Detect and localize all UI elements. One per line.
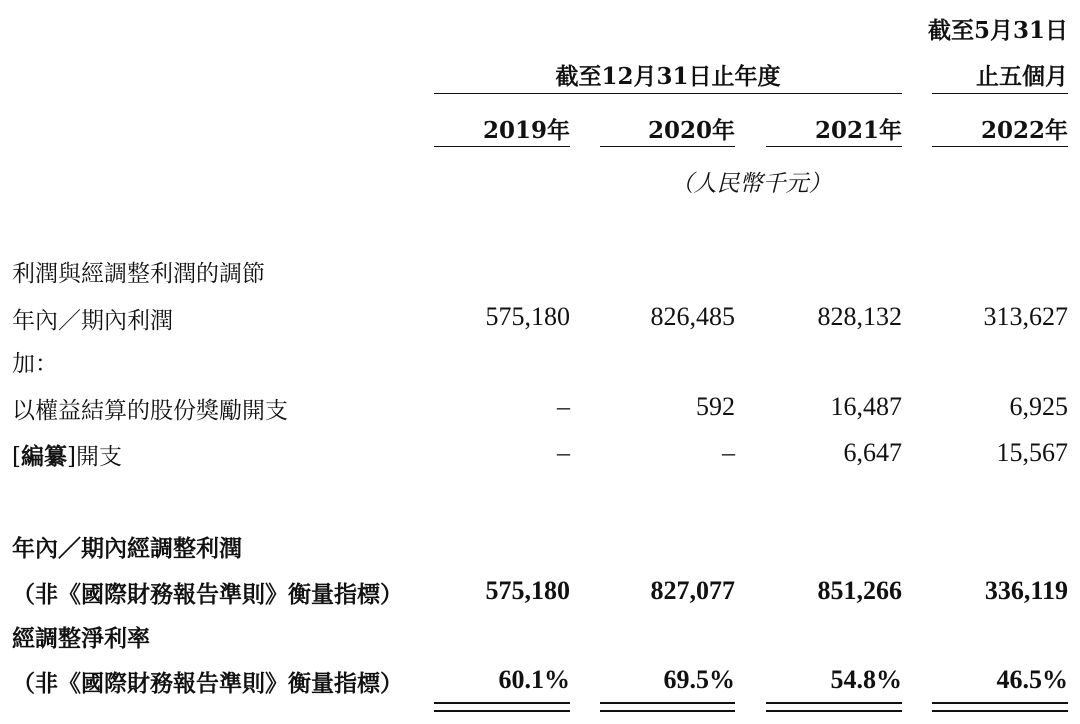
redacted-2020: – — [722, 438, 735, 467]
year-group-header: 截至12月31日止年度 — [555, 63, 781, 90]
redacted-prefix: [ — [12, 444, 21, 470]
share-comp-2021: 16,487 — [830, 392, 902, 421]
five-months-header-line2: 止五個月 — [976, 63, 1068, 90]
double-rule-top-2020 — [600, 702, 735, 704]
group-header-rule — [434, 93, 902, 94]
adj-profit-2022: 336,119 — [984, 576, 1068, 605]
redacted-2021: 6,647 — [843, 438, 902, 467]
year-rule-2022 — [932, 146, 1068, 147]
share-comp-2019: – — [557, 392, 570, 421]
double-rule-top-2019 — [434, 702, 570, 704]
add-label: 加： — [12, 351, 58, 377]
adj-profit-2021: 851,266 — [817, 576, 902, 605]
redacted-2022: 15,567 — [996, 438, 1068, 467]
unit-label: （人民幣千元） — [670, 171, 832, 197]
profit-2022: 313,627 — [983, 302, 1068, 331]
adj-margin-2021: 54.8% — [830, 665, 902, 694]
five-months-header-rule — [932, 93, 1068, 94]
double-rule-bottom-2021 — [766, 710, 902, 712]
share-comp-2020: 592 — [696, 392, 735, 421]
share-comp-2022: 6,925 — [1009, 392, 1068, 421]
double-rule-top-2022 — [932, 702, 1068, 704]
year-header-2021: 2021年 — [814, 117, 902, 144]
double-rule-bottom-2019 — [434, 710, 570, 712]
adj-margin-label-line1: 經調整淨利率 — [12, 625, 150, 652]
profit-label: 年內／期內利潤 — [12, 308, 173, 334]
year-rule-2020 — [600, 146, 735, 147]
year-header-2022: 2022年 — [980, 117, 1068, 144]
year-header-2019: 2019年 — [482, 117, 570, 144]
five-months-header-line1: 截至5月31日 — [927, 17, 1068, 44]
profit-2020: 826,485 — [650, 302, 735, 331]
adj-profit-label-line2: （非《國際財務報告準則》衡量指標） — [12, 581, 403, 608]
adj-margin-2022: 46.5% — [996, 665, 1068, 694]
double-rule-bottom-2022 — [932, 710, 1068, 712]
double-rule-bottom-2020 — [600, 710, 735, 712]
year-header-2020: 2020年 — [647, 117, 735, 144]
year-rule-2019 — [434, 146, 570, 147]
double-rule-top-2021 — [766, 702, 902, 704]
profit-2021: 828,132 — [817, 302, 902, 331]
share-comp-label: 以權益結算的股份獎勵開支 — [12, 398, 288, 424]
adj-profit-2020: 827,077 — [650, 576, 735, 605]
adj-margin-2020: 69.5% — [663, 665, 735, 694]
redacted-bold-text: 編纂 — [20, 443, 67, 470]
redacted-expense-label — [12, 438, 122, 471]
profit-2019: 575,180 — [485, 302, 570, 331]
adj-profit-2019: 575,180 — [485, 576, 570, 605]
year-rule-2021 — [766, 146, 902, 147]
section-title: 利潤與經調整利潤的調節 — [12, 261, 265, 287]
adj-margin-2019: 60.1% — [498, 665, 570, 694]
redacted-suffix: ]開支 — [66, 444, 122, 470]
redacted-2019: – — [557, 438, 570, 467]
adj-margin-label-line2: （非《國際財務報告準則》衡量指標） — [12, 670, 403, 697]
adj-profit-label-line1: 年內／期內經調整利潤 — [12, 535, 242, 562]
